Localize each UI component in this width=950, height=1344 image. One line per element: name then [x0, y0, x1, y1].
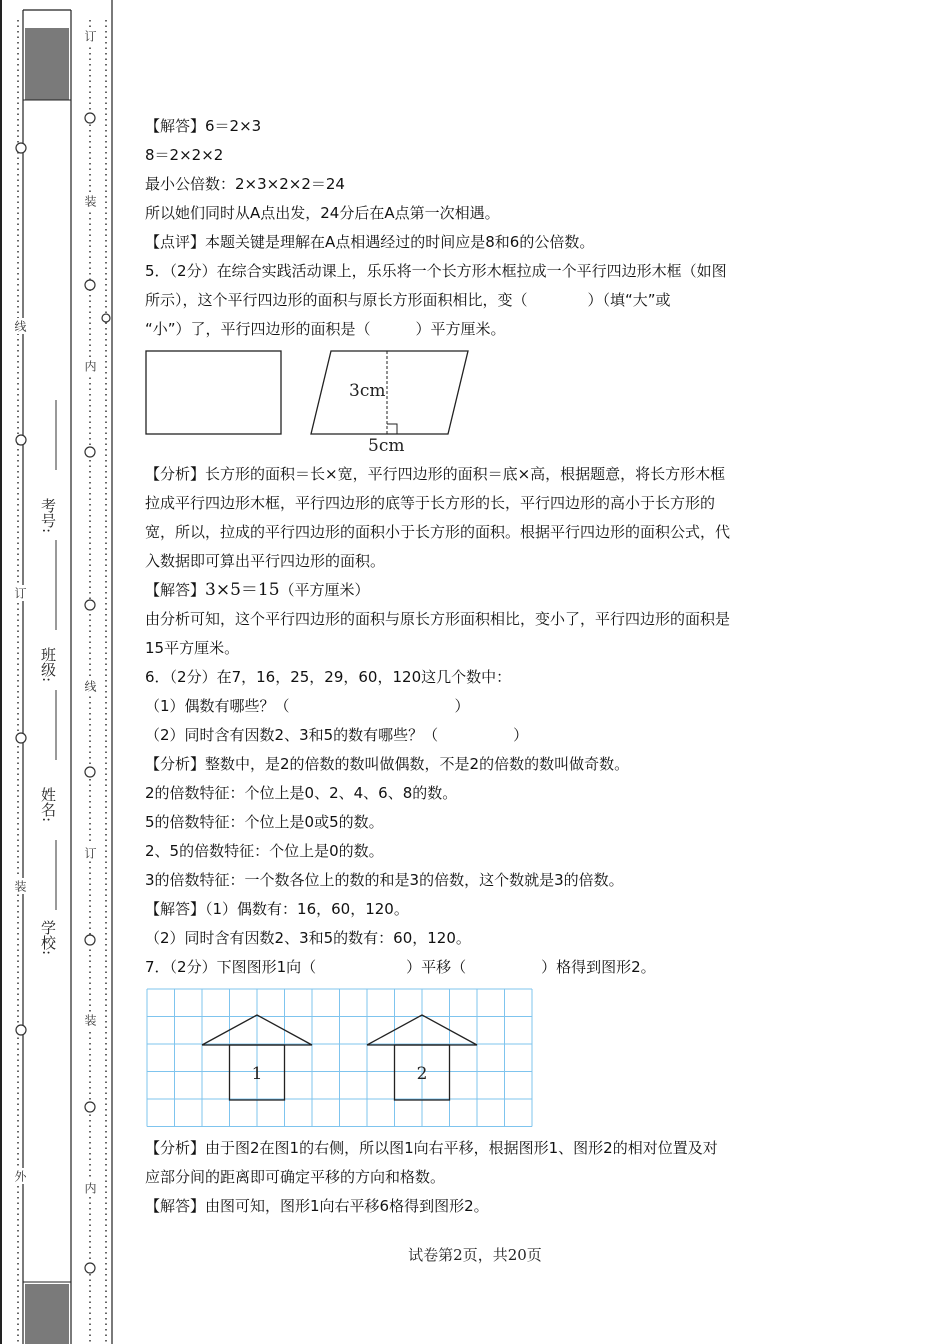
q7-question: 7．（2分）下图图形1向（ ）平移（ ）格得到图形2。	[145, 958, 656, 976]
inner-tick-6: 装	[83, 1014, 97, 1026]
outer-tick-outside: 外	[13, 1170, 27, 1182]
q7-analysis-line: 应部分间的距离即可确定平移的方向和格数。	[145, 1168, 446, 1186]
grid-lines	[147, 989, 532, 1127]
parallelogram-shape	[311, 351, 468, 434]
q5-figure	[145, 344, 815, 460]
page-content	[145, 112, 815, 1221]
name-label: 姓名:	[39, 787, 57, 823]
grey-block-top	[25, 28, 69, 100]
binding-margin	[0, 0, 125, 1344]
q5-analysis-line: 宽，所以，拉成的平行四边形的面积小于长方形的面积。根据平行四边形的面积公式，代	[145, 523, 731, 541]
q5-analysis-line: 入数据即可算出平行四边形的面积。	[145, 552, 386, 570]
right-angle-mark	[387, 424, 397, 434]
q7-analysis-line: 【分析】由于图2在图1的右侧，所以图1向右平移，根据图形1、图形2的相对位置及对	[145, 1139, 718, 1157]
outer-tick-bind: 装	[13, 880, 27, 892]
base-label: 5cm	[368, 436, 405, 456]
q4-answer-line: 所以她们同时从A点出发，24分后在A点第一次相遇。	[145, 204, 500, 222]
q5-question-line: 所示），这个平行四边形的面积与原长方形面积相比，变（ ）（填“大”或	[145, 291, 671, 309]
q6-answer-line: 【解答】（1）偶数有：16，60，120。	[145, 900, 409, 918]
inner-tick-4: 线	[83, 680, 97, 692]
inner-tick-5: 订	[83, 847, 97, 859]
answer-unit: （平方厘米）	[279, 581, 370, 599]
q7-grid-figure	[145, 982, 815, 1134]
q4-answer-line: 最小公倍数：2×3×2×2＝24	[145, 175, 345, 193]
q5-answer-text: 15平方厘米。	[145, 639, 240, 657]
page-footer: 试卷第2页，共20页	[408, 1246, 542, 1264]
outer-tick-staple: 订	[13, 587, 27, 599]
q7-grid-art	[145, 987, 545, 1137]
answer-formula: 3×5＝15	[205, 580, 280, 600]
q6-question-line: （2）同时含有因数2、3和5的数有哪些？（ ）	[145, 726, 529, 744]
grey-block-bottom	[25, 1284, 69, 1344]
q6-analysis-line: 5的倍数特征：个位上是0或5的数。	[145, 813, 384, 831]
inner-tick-7: 内	[83, 1182, 97, 1194]
outer-tick-line: 线	[13, 320, 27, 332]
rectangle-shape	[146, 351, 281, 434]
answer-label: 【解答】	[145, 581, 206, 599]
q7-answer: 【解答】由图可知，图形1向右平移6格得到图形2。	[145, 1197, 489, 1215]
q6-answer-line: （2）同时含有因数2、3和5的数有：60，120。	[145, 929, 471, 947]
q5-question-line: 5．（2分）在综合实践活动课上，乐乐将一个长方形木框拉成一个平行四边形木框（如图	[145, 262, 727, 280]
q4-comment: 【点评】本题关键是理解在A点相遇经过的时间应是8和6的公倍数。	[145, 233, 595, 251]
q6-question-line: 6．（2分）在7，16，25，29，60，120这几个数中：	[145, 668, 512, 686]
inner-tick-3: 内	[83, 360, 97, 372]
school-label: 学校:	[39, 920, 57, 956]
inner-tick-2: 装	[83, 195, 97, 207]
q5-question-line: “小”）了，平行四边形的面积是（ ）平方厘米。	[145, 320, 506, 338]
q6-analysis-line: 3的倍数特征：一个数各位上的数的和是3的倍数，这个数就是3的倍数。	[145, 871, 624, 889]
binding-margin-art	[0, 0, 125, 1344]
exam-number-label: 考号:	[39, 498, 57, 534]
q5-analysis-line: 拉成平行四边形木框，平行四边形的底等于长方形的长，平行四边形的高小于长方形的	[145, 494, 716, 512]
q6-question-line: （1）偶数有哪些？（ ）	[145, 697, 470, 715]
height-label: 3cm	[349, 381, 386, 401]
shape2-label: 2	[416, 1064, 428, 1084]
q5-answer-text: 由分析可知，这个平行四边形的面积与原长方形面积相比，变小了，平行四边形的面积是	[145, 610, 731, 628]
q6-analysis-line: 【分析】整数中，是2的倍数的数叫做偶数，不是2的倍数的数叫做奇数。	[145, 755, 630, 773]
q6-analysis-line: 2的倍数特征：个位上是0、2、4、6、8的数。	[145, 784, 458, 802]
q4-answer-line: 8＝2×2×2	[145, 146, 224, 164]
q6-analysis-line: 2、5的倍数特征：个位上是0的数。	[145, 842, 384, 860]
q5-analysis-line: 【分析】长方形的面积＝长×宽，平行四边形的面积＝底×高，根据题意，将长方形木框	[145, 465, 726, 483]
class-label: 班级:	[39, 647, 57, 683]
q5-figure-art	[145, 344, 815, 460]
q4-answer-line: 【解答】6＝2×3	[145, 117, 262, 135]
inner-tick-1: 订	[83, 30, 97, 42]
q5-answer	[145, 576, 815, 605]
shape1-label: 1	[251, 1064, 263, 1084]
